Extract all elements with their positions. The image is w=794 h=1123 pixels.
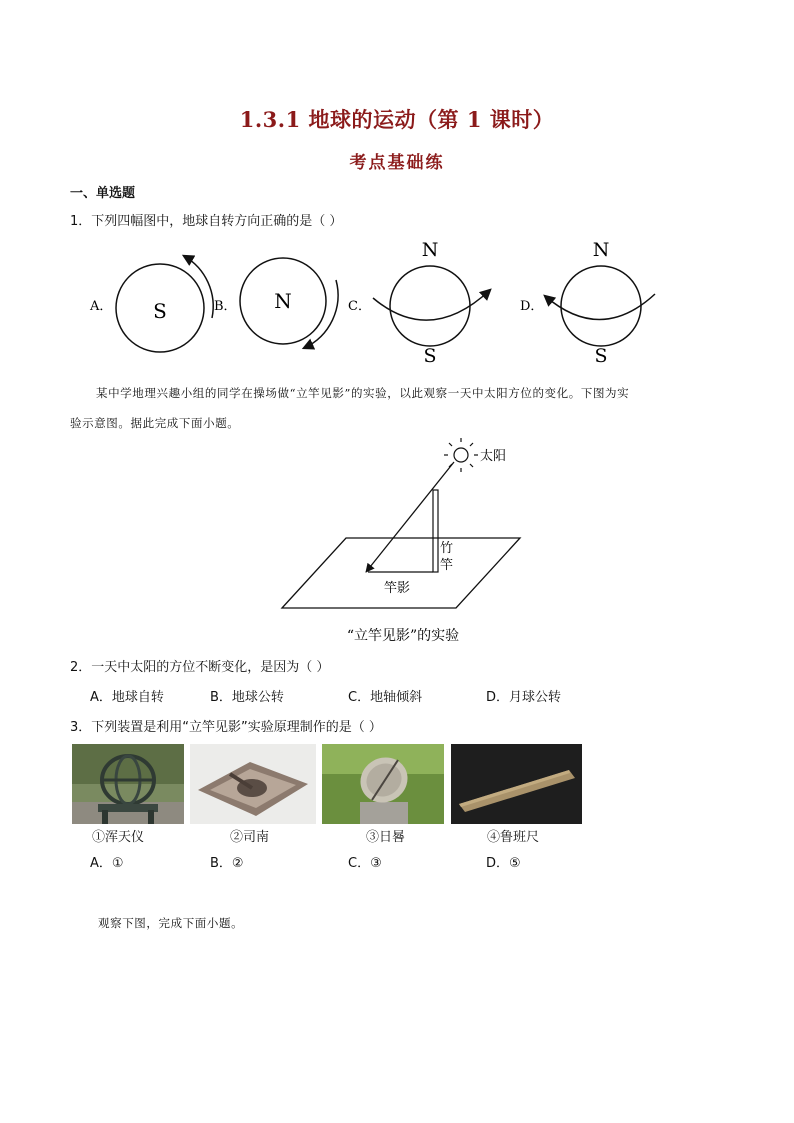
q1-option-b-pole: N [274, 289, 292, 313]
q2-option-d: D．月球公转 [486, 690, 562, 705]
photo-2-caption: ②司南 [230, 830, 270, 845]
pole-label-1: 竹 [440, 541, 454, 556]
intro-paragraph-line-2: 验示意图。据此完成下面小题。 [70, 416, 240, 430]
ground-plane [282, 538, 520, 608]
sun-label: 太阳 [480, 449, 507, 464]
photo-3-caption: ③日晷 [366, 830, 406, 845]
bamboo-pole [433, 490, 438, 572]
q1-option-c-label: C． [348, 299, 371, 314]
q1-option-d-north: N [592, 239, 610, 261]
pole-label-2: 竿 [440, 558, 454, 573]
q1-option-d-label: D． [520, 299, 544, 314]
sinan-compass-photo [190, 744, 316, 824]
q1-option-a-label: A． [90, 299, 113, 314]
q1-option-a-pole: S [153, 299, 167, 323]
intro-paragraph-2: 观察下图，完成下面小题。 [98, 916, 244, 930]
question-2-stem: 2．一天中太阳的方位不断变化，是因为（ ） [70, 660, 330, 675]
q1-option-d-south: S [594, 345, 608, 367]
luban-ruler-photo [451, 744, 582, 824]
armillary-sphere-photo [72, 744, 184, 824]
intro-paragraph-line-1: 某中学地理兴趣小组的同学在操场做“立竿见影”的实验，以此观察一天中太阳方位的变化。下图为实 [96, 386, 630, 400]
q3-option-a: A．① [90, 856, 124, 871]
figure-caption: “立竿见影”的实验 [346, 628, 460, 644]
q3-option-d: D．⑤ [486, 856, 521, 871]
section-heading: 一、单选题 [70, 186, 136, 201]
q2-option-c: C．地轴倾斜 [348, 690, 423, 705]
sundial-photo [322, 744, 444, 824]
q1-option-c-globe [390, 266, 470, 346]
photo-4-caption: ④鲁班尺 [487, 830, 540, 845]
q1-option-c-south: S [423, 345, 437, 367]
q3-option-c: C．③ [348, 856, 382, 871]
q1-option-d-globe [561, 266, 641, 346]
page-title: 1.3.1 地球的运动（第 1 课时） [239, 107, 555, 132]
q1-option-b-label: B． [214, 299, 237, 314]
question-1-stem: 1．下列四幅图中，地球自转方向正确的是（ ） [70, 214, 343, 229]
q1-option-b-arrow [304, 280, 338, 348]
page-subtitle: 考点基础练 [349, 153, 445, 173]
q1-rotation-diagrams [80, 234, 680, 374]
q3-option-b: B．② [210, 856, 244, 871]
q2-option-a: A．地球自转 [90, 690, 164, 705]
sun-icon [444, 438, 478, 472]
q2-option-b: B．地球公转 [210, 690, 284, 705]
q1-option-c-north: N [421, 239, 439, 261]
pole-shadow-figure [278, 436, 528, 656]
shadow-label: 竿影 [384, 581, 411, 596]
question-3-stem: 3．下列装置是利用“立竿见影”实验原理制作的是（ ） [70, 720, 382, 735]
photo-1-caption: ①浑天仪 [92, 830, 145, 845]
